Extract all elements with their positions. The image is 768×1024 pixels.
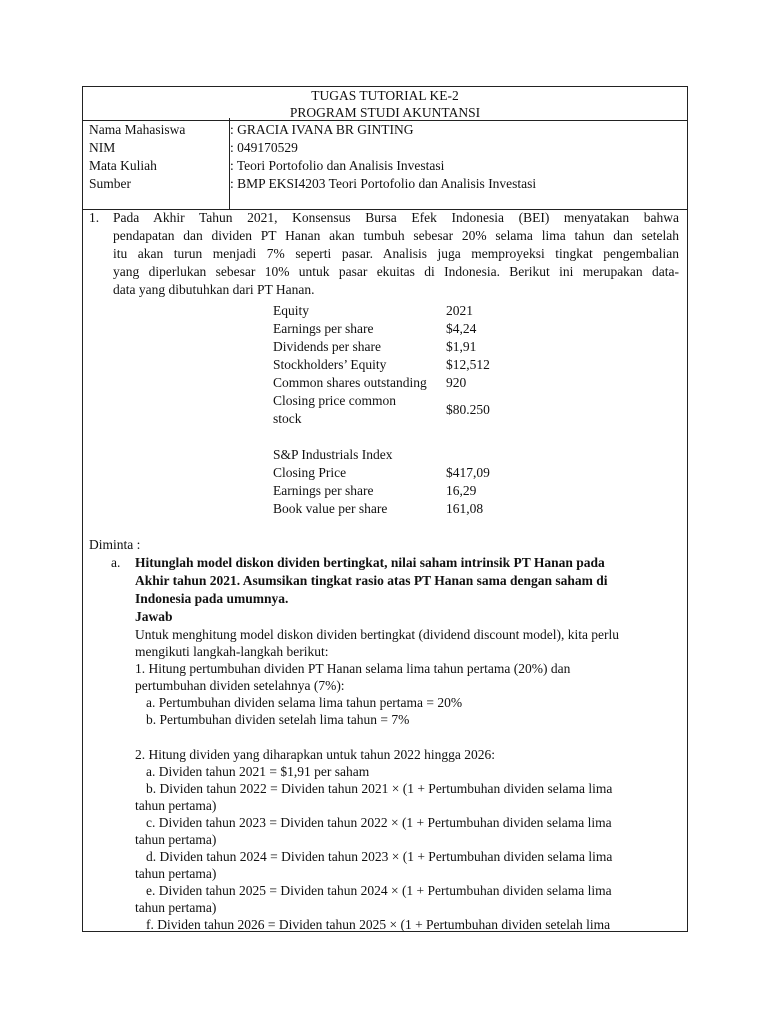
- document-title: TUGAS TUTORIAL KE-2: [311, 88, 459, 103]
- diminta-label: Diminta :: [89, 537, 141, 552]
- equity-row-label: Stockholders’ Equity: [273, 357, 387, 372]
- equity-header-label: Equity: [273, 303, 309, 318]
- equity-closing-value: $80.250: [446, 402, 490, 417]
- equity-row-value: $4,24: [446, 321, 477, 336]
- answer-line: tahun pertama): [135, 866, 217, 881]
- index-row-label: Earnings per share: [273, 483, 374, 498]
- equity-closing-label: Closing price common: [273, 393, 396, 408]
- jawab-heading: Jawab: [135, 609, 173, 624]
- index-row-value: 16,29: [446, 483, 477, 498]
- index-row-value: 161,08: [446, 501, 484, 516]
- answer-line: tahun pertama): [135, 832, 217, 847]
- equity-row-label: Earnings per share: [273, 321, 374, 336]
- program-title: PROGRAM STUDI AKUNTANSI: [289, 105, 481, 120]
- answer-line: a. Dividen tahun 2021 = $1,91 per saham: [146, 764, 370, 779]
- equity-row-value: $12,512: [446, 357, 490, 372]
- question-number: 1.: [89, 210, 100, 225]
- task-line: Akhir tahun 2021. Asumsikan tingkat rasio atas PT Hanan sama dengan saham di: [135, 573, 608, 588]
- index-title: S&P Industrials Index: [273, 447, 393, 462]
- answer-line: b. Dividen tahun 2022 = Dividen tahun 2021 × (1 + Pertumbuhan dividen selama lima: [146, 781, 613, 796]
- answer-line: f. Dividen tahun 2026 = Dividen tahun 2025 × (1 + Pertumbuhan dividen setelah lima: [146, 917, 611, 932]
- question-line: Pada Akhir Tahun 2021, Konsensus Bursa Efek Indonesia (BEI) menyatakan bahwa: [113, 210, 679, 225]
- question-line: pendapatan dan dividen PT Hanan akan tumbuh sebesar 20% selama lima tahun dan setelah: [113, 228, 679, 243]
- question-line: yang diperlukan sebesar 10% untuk pasar ekuitas di Indonesia. Berikut ini merupakan data-: [113, 264, 679, 279]
- index-row-label: Book value per share: [273, 501, 388, 516]
- answer-line: tahun pertama): [135, 798, 217, 813]
- identity-value: : Teori Portofolio dan Analisis Investasi: [230, 158, 445, 173]
- answer-line: e. Dividen tahun 2025 = Dividen tahun 2024 × (1 + Pertumbuhan dividen selama lima: [146, 883, 612, 898]
- equity-row-label: Common shares outstanding: [273, 375, 427, 390]
- answer-line: tahun pertama): [135, 900, 217, 915]
- identity-value: : 049170529: [230, 140, 298, 155]
- answer-line: a. Pertumbuhan dividen selama lima tahun pertama = 20%: [146, 695, 463, 710]
- answer-line: Untuk menghitung model diskon dividen bertingkat (dividend discount model), kita perlu: [135, 627, 620, 642]
- equity-header-value: 2021: [446, 303, 473, 318]
- equity-row-value: 920: [446, 375, 467, 390]
- answer-line: mengikuti langkah-langkah berikut:: [135, 644, 329, 659]
- task-line: Indonesia pada umumnya.: [135, 591, 289, 606]
- identity-label: Mata Kuliah: [89, 158, 157, 173]
- equity-row-value: $1,91: [446, 339, 477, 354]
- equity-row-label: Dividends per share: [273, 339, 381, 354]
- identity-value: : GRACIA IVANA BR GINTING: [230, 122, 414, 137]
- identity-label: Sumber: [89, 176, 131, 191]
- index-row-value: $417,09: [446, 465, 490, 480]
- question-line: data yang dibutuhkan dari PT Hanan.: [113, 282, 315, 297]
- identity-label: Nama Mahasiswa: [89, 122, 186, 137]
- answer-line: 1. Hitung pertumbuhan dividen PT Hanan selama lima tahun pertama (20%) dan: [135, 661, 571, 676]
- index-row-label: Closing Price: [273, 465, 347, 480]
- question-line: itu akan turun menjadi 7% seperti pasar. Analisis juga memproyeksi tingkat pengembalian: [113, 246, 679, 261]
- answer-line: b. Pertumbuhan dividen setelah lima tahun = 7%: [146, 712, 410, 727]
- task-line: Hitunglah model diskon dividen bertingkat, nilai saham intrinsik PT Hanan pada: [135, 555, 605, 570]
- identity-value: : BMP EKSI4203 Teori Portofolio dan Analisis Investasi: [230, 176, 537, 191]
- answer-line: d. Dividen tahun 2024 = Dividen tahun 2023 × (1 + Pertumbuhan dividen selama lima: [146, 849, 613, 864]
- answer-line: 2. Hitung dividen yang diharapkan untuk tahun 2022 hingga 2026:: [135, 747, 495, 762]
- document-frame: [82, 86, 688, 932]
- item-letter: a.: [111, 555, 121, 570]
- identity-label: NIM: [89, 140, 116, 155]
- equity-closing-label-cont: stock: [273, 411, 302, 426]
- answer-line: c. Dividen tahun 2023 = Dividen tahun 2022 × (1 + Pertumbuhan dividen selama lima: [146, 815, 612, 830]
- answer-line: pertumbuhan dividen setelahnya (7%):: [135, 678, 345, 693]
